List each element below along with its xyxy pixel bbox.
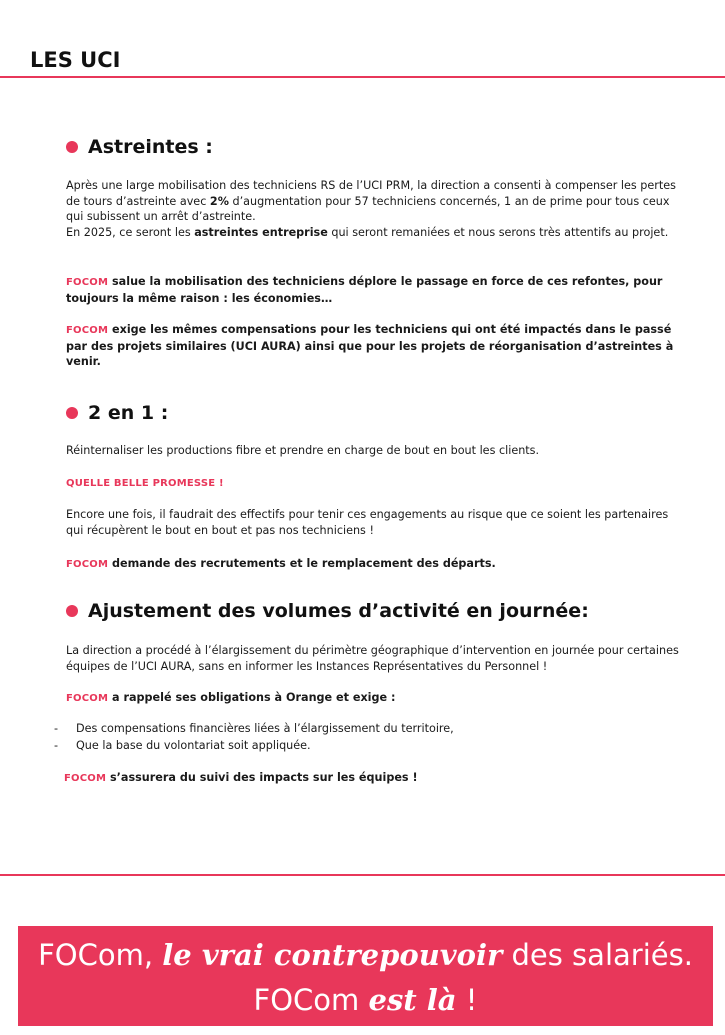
text-run: demande des recrutements et le remplacement des départs. — [108, 557, 496, 570]
text-run-emphasis: est là — [368, 983, 457, 1017]
promise-label: QUELLE BELLE PROMESSE ! — [66, 478, 224, 489]
paragraph-focom-rappele — [66, 690, 686, 707]
bullet-dot-icon — [66, 141, 78, 153]
text-run: Après une large mobilisation des techniciens RS de l’UCI PRM, la direction a consenti à compenser les pertes de tours d’astreinte avec — [66, 179, 676, 208]
text-run-emphasis: le vrai contrepouvoir — [162, 938, 503, 972]
paragraph-astreintes-intro — [66, 178, 686, 240]
text-run: En 2025, ce seront les — [66, 225, 195, 239]
section-heading-ajustement — [66, 600, 589, 622]
text-run: exige les mêmes compensations pour les techniciens qui ont été impactés dans le passé par des projets similaires (UCI AURA) ainsi que pour les projets de réorganisation d’astreintes à venir. — [66, 323, 674, 369]
list-item-text: Des compensations financières liées à l’élargissement du territoire, — [76, 722, 454, 735]
paragraph-2en1-intro: Réinternaliser les productions fibre et prendre en charge de bout en bout les clients. — [66, 444, 540, 457]
text-run: ! — [456, 983, 478, 1017]
slogan-banner — [18, 926, 713, 1026]
paragraph-focom-exige — [66, 322, 686, 370]
brand-label: FOCOM — [66, 277, 109, 288]
section-heading-text: 2 en 1 : — [88, 402, 169, 424]
slogan-belle-promesse — [66, 475, 686, 492]
brand-label: FOCOM — [66, 693, 109, 704]
list-item-text: Que la base du volontariat soit appliquée. — [76, 739, 311, 752]
text-run: FOCom — [253, 983, 369, 1017]
brand-label: FOCOM — [66, 559, 109, 570]
banner-line-1 — [18, 938, 713, 972]
section-heading-astreintes — [66, 136, 213, 158]
paragraph-focom-assurera — [64, 770, 684, 787]
text-run: d’augmentation pour 57 techniciens concernés, 1 an de prime pour tous ceux qui subissent un arrêt d’astreinte. — [66, 194, 670, 224]
brand-label: FOCOM — [64, 773, 107, 784]
brand-label: FOCOM — [66, 325, 109, 336]
text-run: FOCom, — [38, 938, 163, 972]
text-run: des salariés. — [502, 938, 693, 972]
text-run: qui seront remaniées et nous serons très attentifs au projet. — [327, 225, 669, 239]
list-dash: - — [54, 739, 59, 752]
bottom-divider — [0, 874, 725, 876]
text-run: salue la mobilisation des techniciens déplore le passage en force de ces refontes, pour toujours la même raison : les économies… — [66, 275, 663, 305]
text-run: a rappelé ses obligations à Orange et exige : — [108, 691, 396, 704]
list-item — [54, 720, 654, 737]
section-heading-2en1 — [66, 402, 168, 424]
bullet-dot-icon — [66, 605, 78, 617]
demands-list — [54, 720, 654, 754]
paragraph-ajustement-intro: La direction a procédé à l’élargissement du périmètre géographique d’intervention en journée pour certaines équipes de l’UCI AURA, sans en informer les Instances Représentatives du Personnel ! — [66, 644, 679, 673]
paragraph-focom-salue — [66, 274, 686, 306]
text-run-bold: 2% — [209, 194, 229, 208]
text-run: s’assurera du suivi des impacts sur les équipes ! — [106, 771, 418, 784]
paragraph-focom-demande — [66, 556, 686, 573]
section-heading-text: Ajustement des volumes d’activité en journée: — [88, 600, 589, 622]
banner-line-2 — [18, 983, 713, 1017]
paragraph-2en1-effectifs: Encore une fois, il faudrait des effectifs pour tenir ces engagements au risque que ce soient les partenaires qui récupèrent le bout en bout et pas nos techniciens ! — [66, 508, 669, 537]
bullet-dot-icon — [66, 407, 78, 419]
list-dash: - — [54, 722, 59, 735]
top-divider — [0, 76, 725, 78]
text-run-bold: astreintes entreprise — [194, 225, 328, 239]
list-item — [54, 737, 654, 754]
page-title: LES UCI — [30, 48, 121, 72]
section-heading-text: Astreintes : — [88, 136, 213, 158]
